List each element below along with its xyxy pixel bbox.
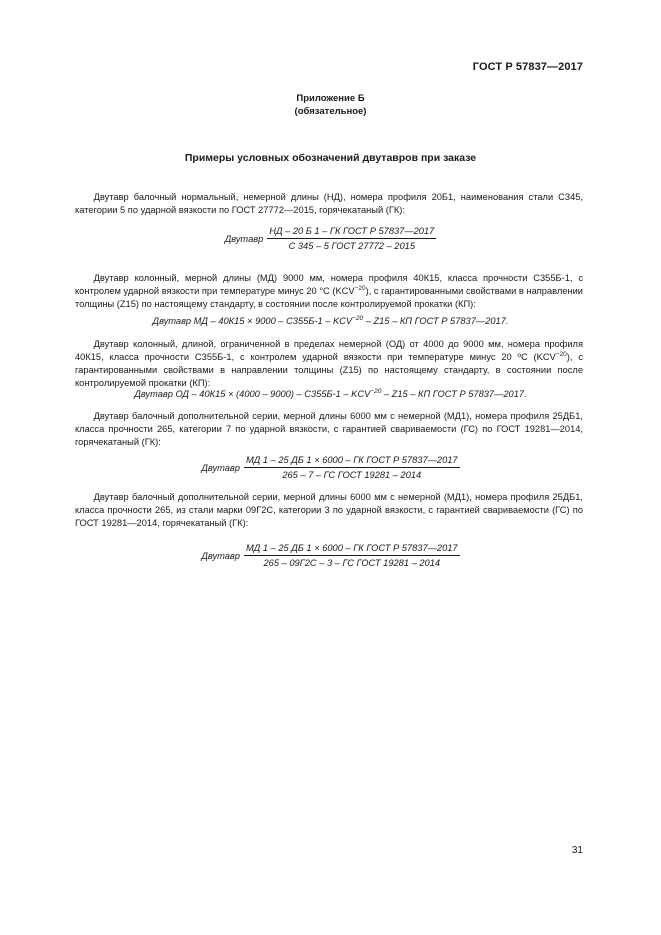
- page-number: 31: [571, 845, 583, 856]
- example-2-formula-line: [153, 316, 509, 326]
- example-5-description: Двутавр балочный дополнительной серии, мерной длины 6000 мм с немерной (МД1), номера профиля 25ДБ1, класса прочности 265, из стали марки 09Г2С, категории 3 по ударной вязкости, с гарантией свариваемости (ГС) по ГОСТ 19281—2014, горячекатаный (ГК):: [75, 492, 583, 528]
- section-title: Примеры условных обозначений двутавров при заказе: [184, 152, 477, 164]
- formula-superscript: −20: [352, 314, 364, 322]
- formula-part-b: – Z15 – КП ГОСТ Р 57837—2017.: [381, 389, 527, 399]
- formula-denominator: 265 – 09Г2С – 3 – ГС ГОСТ 19281 – 2014: [263, 558, 441, 568]
- example-3-superscript: −20: [555, 350, 567, 358]
- formula-part-a: Двутавр МД – 40К15 × 9000 – С355Б-1 – KCV: [152, 316, 353, 326]
- example-3-description-b: ), с гарантированными свойствами в направлении толщины (Z15) по настоящему стандарту, в состоянии после контролируемой прокатки (КП):: [75, 352, 583, 388]
- example-2-text: [75, 272, 583, 311]
- formula-fraction: [244, 543, 460, 568]
- example-4-text: [75, 410, 583, 449]
- formula-label: Двутавр: [201, 462, 240, 473]
- formula-numerator: НД – 20 Б 1 – ГК ГОСТ Р 57837—2017: [267, 226, 436, 239]
- example-1-formula: [0, 226, 661, 251]
- formula-part-a: Двутавр ОД – 40К15 × (4000 – 9000) – С355Б-1 – KCV: [134, 389, 371, 399]
- example-5-text: [75, 491, 583, 530]
- example-5-formula: [0, 543, 661, 568]
- example-2-formula: [0, 316, 661, 326]
- formula-fraction: [267, 226, 436, 251]
- example-1-description: Двутавр балочный нормальный, немерной длины (НД), номера профиля 20Б1, наименования стали С345, категории 5 по ударной вязкости по ГОСТ 27772—2015, горячекатаный (ГК):: [75, 192, 583, 215]
- formula-numerator: МД 1 – 25 ДБ 1 × 6000 – ГК ГОСТ Р 57837—2017: [244, 543, 460, 556]
- formula-denominator: 265 – 7 – ГС ГОСТ 19281 – 2014: [282, 470, 422, 480]
- formula-numerator: МД 1 – 25 ДБ 1 × 6000 – ГК ГОСТ Р 57837—2017: [244, 455, 460, 468]
- example-3-formula: [0, 389, 661, 399]
- example-2-superscript: −20: [354, 284, 366, 292]
- formula-denominator: С 345 – 5 ГОСТ 27772 – 2015: [288, 241, 415, 251]
- formula-superscript: −20: [370, 387, 382, 395]
- annex-title: Приложение Б: [296, 93, 365, 104]
- annex-heading: [0, 92, 661, 118]
- document-id: ГОСТ Р 57837—2017: [472, 61, 583, 73]
- formula-part-b: – Z15 – КП ГОСТ Р 57837—2017.: [363, 316, 509, 326]
- example-2-description-a: Двутавр колонный, мерной длины (МД) 9000 мм, номера профиля 40К15, класса прочности С355Б-1, с контролем ударной вязкости при температуре минус 20 °С (KCV: [75, 273, 583, 296]
- example-1-text: [75, 178, 583, 217]
- formula-label: Двутавр: [224, 233, 264, 244]
- example-3-formula-line: [134, 389, 526, 399]
- example-2-description-b: ), с гарантированными свойствами в направлении толщины (Z15) по настоящему стандарту, в состоянии после контролируемой прокатки (КП):: [75, 286, 583, 309]
- example-4-formula: [0, 455, 661, 480]
- formula-label: Двутавр: [201, 550, 240, 561]
- example-3-text: [75, 338, 583, 390]
- example-4-description: Двутавр балочный дополнительной серии, мерной длины 6000 мм с немерной (МД1), номера профиля 25ДБ1, класса прочности 265, категории 7 по ударной вязкости, с гарантией свариваемости (ГС) по ГОСТ 19281—2014, горячекатаный (ГК):: [75, 411, 583, 447]
- annex-status: (обязательное): [294, 106, 367, 117]
- formula-fraction: [244, 455, 460, 480]
- example-3-description-a: Двутавр колонный, длиной, ограниченной в пределах немерной (ОД) от 4000 до 9000 мм, номера профиля 40К15, класса прочности С355Б-1, с контролем ударной вязкости при температуре минус 20 ºС (KCV: [75, 339, 583, 362]
